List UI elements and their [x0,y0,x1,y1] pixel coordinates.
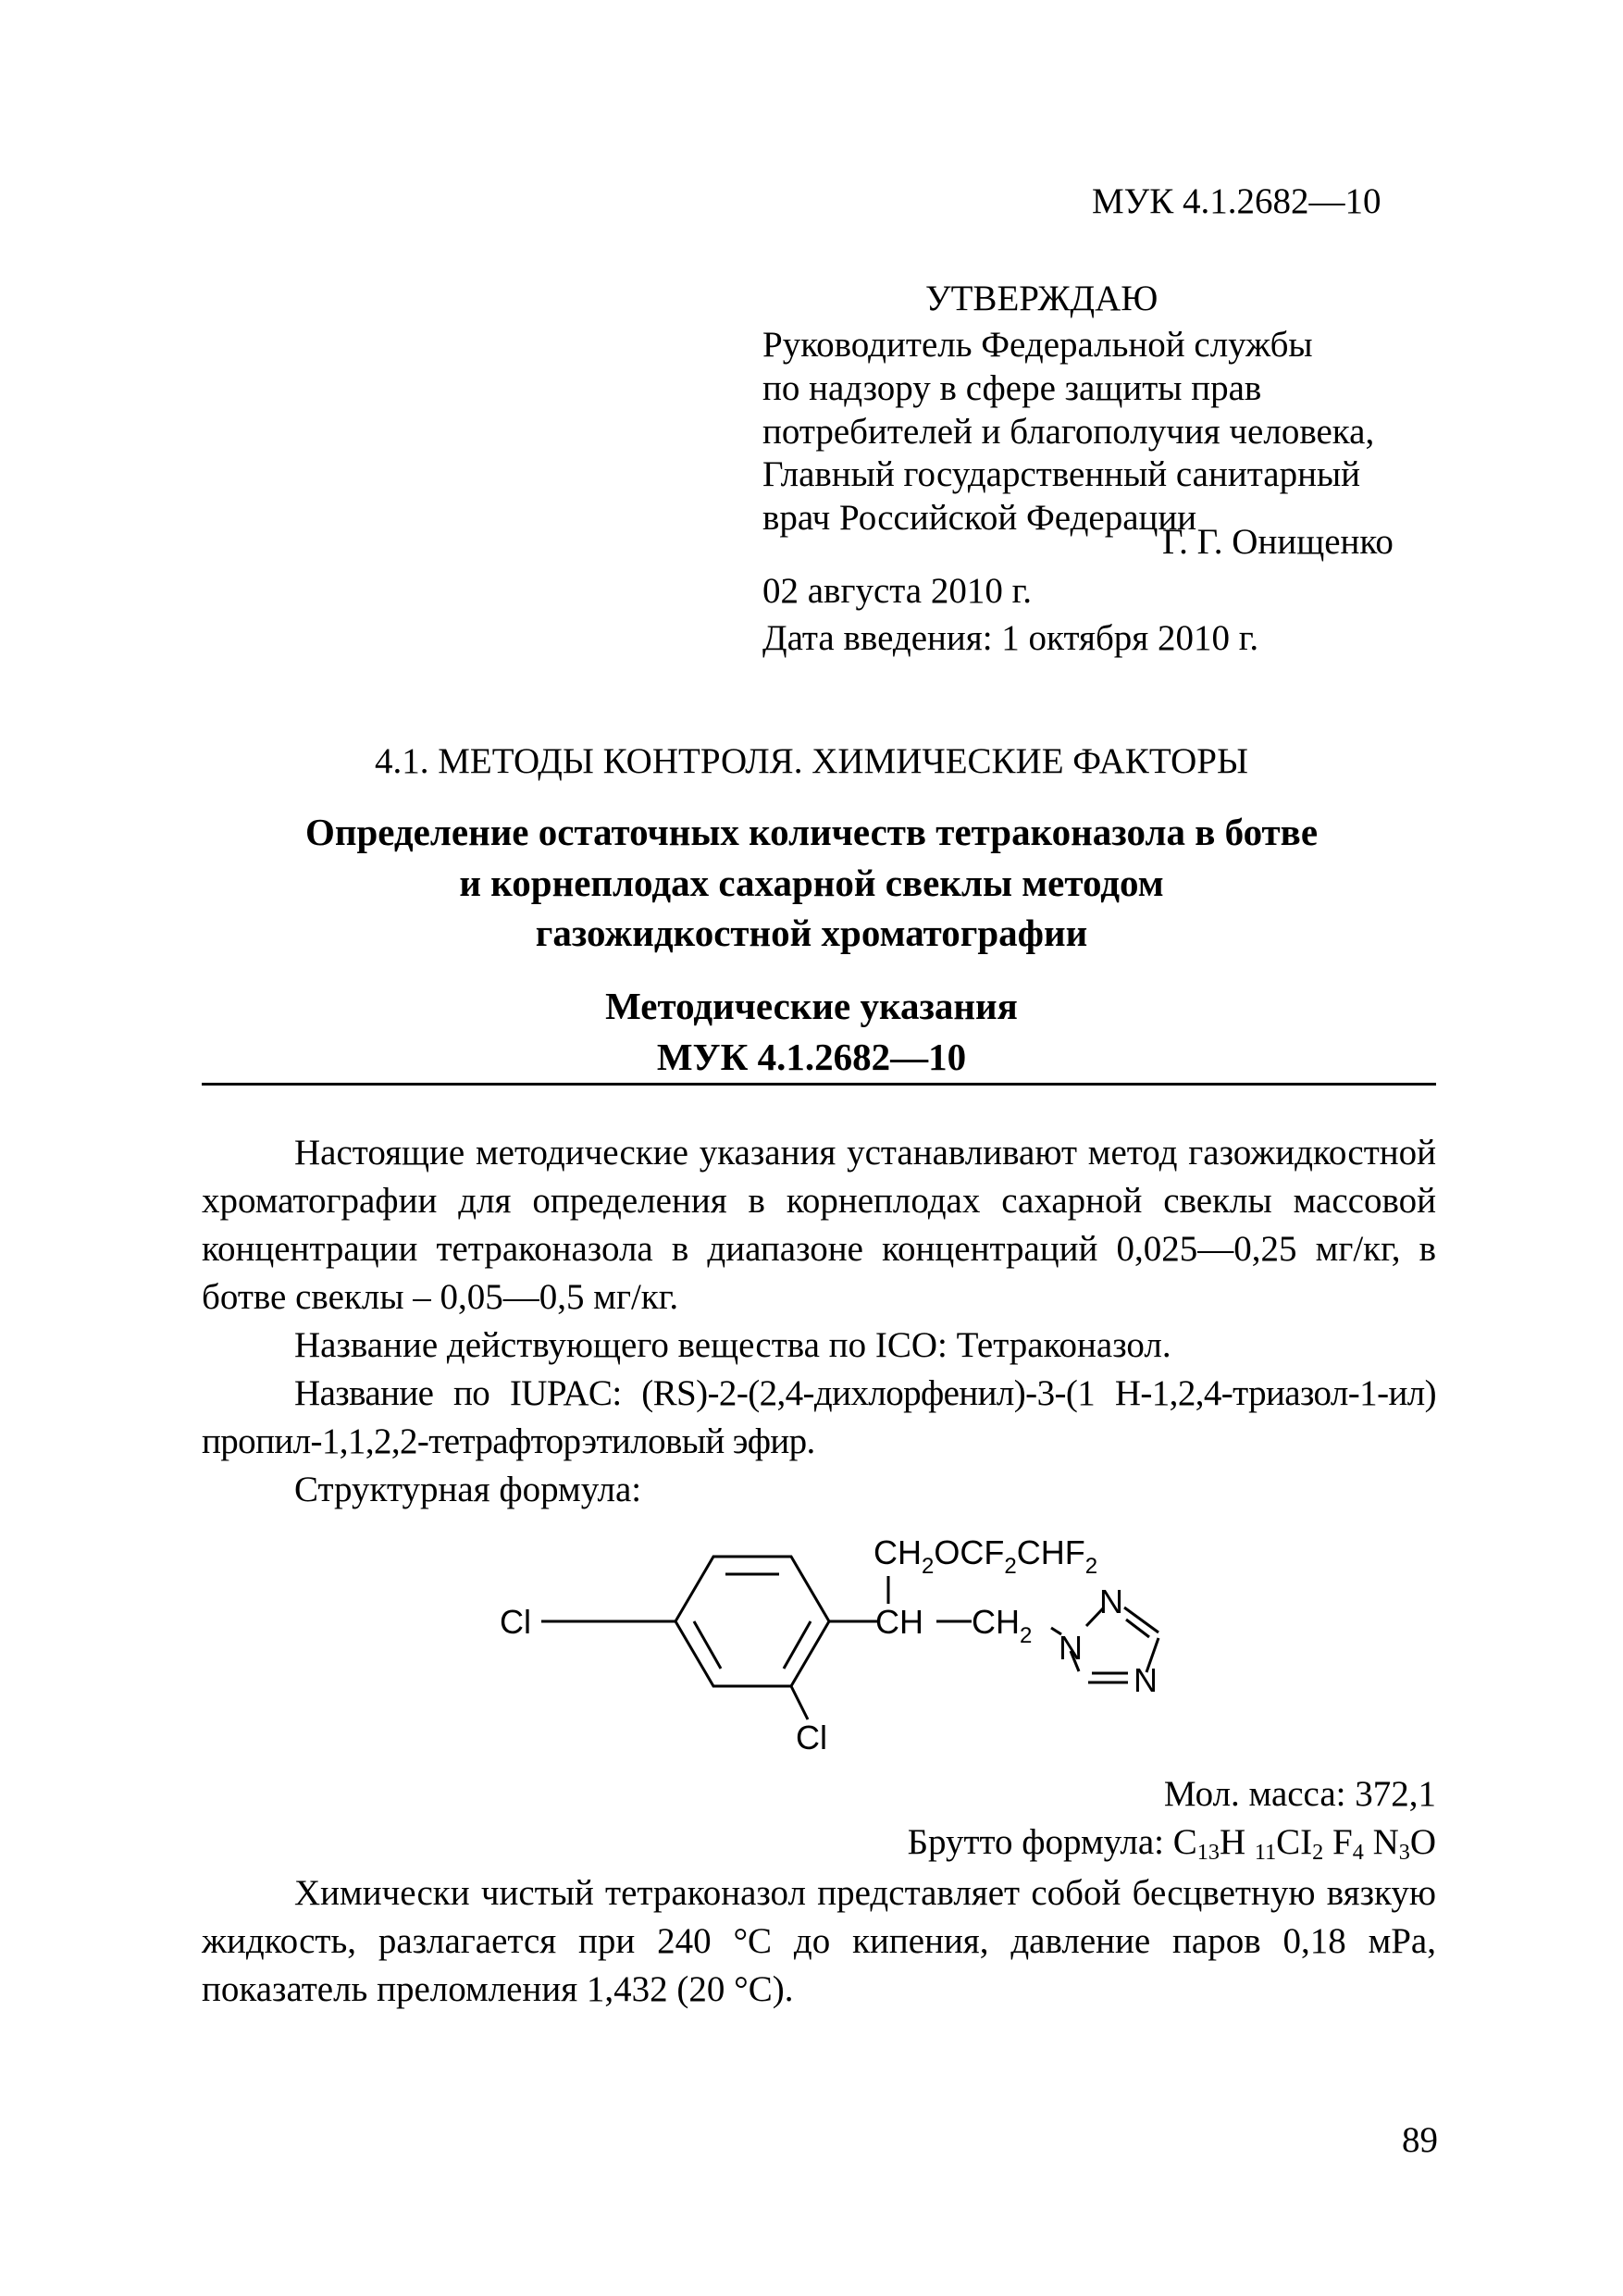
atom-ch: CH [875,1603,923,1641]
approval-block [762,324,1410,540]
approval-line: Главный государственный санитарный [762,454,1361,495]
subtitle-line: МУК 4.1.2682—10 [656,1035,967,1078]
iupac-text: Название по IUPAC: (RS)-2-(2,4-дихлорфенил)-3-(1 H-1,2,4-триазол-1-ил) пропил-1,1,2,2-тетрафторэтиловый эфир. [202,1373,1436,1461]
approval-date: 02 августа 2010 г. [762,571,1032,611]
formula-sub: 13 [1196,1840,1220,1866]
ch2-main: CH [972,1603,1020,1641]
intro-text: Настоящие методические указания устанавливают метод газожидкостной хроматографии для определения в корнеплодах сахарной свеклы массовой концентрации тетраконазола в диапазоне концентраций 0,025—0,25 мг/кг, в ботве свеклы – 0,05—0,5 мг/кг. [202,1133,1436,1317]
iupac-paragraph [202,1370,1436,1466]
effective-date: Дата введения: 1 октября 2010 г. [762,618,1259,658]
formula-part: O [1409,1822,1436,1862]
top-group-sub: 2 [1004,1554,1017,1579]
structural-formula [500,1518,1203,1768]
top-group-sub: 2 [922,1554,935,1579]
document-code: МУК 4.1.2682—10 [1092,181,1381,221]
gross-formula-label: Брутто формула: [907,1822,1173,1862]
iso-name-paragraph [202,1322,1436,1370]
properties-text: Химически чистый тетраконазол представляет собой бесцветную вязкую жидкость, разлагается при 240 °С до кипения, давление паров 0,18 мРа, показатель преломления 1,432 (20 °С). [202,1873,1436,2009]
approval-heading: УТВЕРЖДАЮ [925,279,1158,318]
molecular-mass: Мол. масса: 372,1 [1163,1774,1436,1814]
gross-formula [908,1821,1436,1866]
approval-line: по надзору в сфере защиты прав [762,367,1262,408]
formula-part: N [1363,1822,1399,1862]
atom-ch2 [972,1603,1032,1648]
structure-label: Структурная формула: [294,1470,642,1509]
formula-sub: 11 [1254,1840,1277,1866]
approval-line: потребителей и благополучия человека, [762,411,1375,452]
formula-sub: 3 [1398,1840,1410,1866]
top-group-part: OCF [934,1533,1005,1571]
title-divider [202,1083,1436,1086]
formula-sub: 2 [1312,1840,1324,1866]
approval-line: Руководитель Федеральной службы [762,325,1313,365]
properties-paragraph [202,1869,1436,2014]
section-title: 4.1. МЕТОДЫ КОНТРОЛЯ. ХИМИЧЕСКИЕ ФАКТОРЫ [375,741,1248,781]
document-subtitle [0,981,1623,1082]
top-group [873,1533,1097,1579]
bond-cl-bottom [791,1686,808,1719]
document-title [0,807,1623,959]
benzene-outline [675,1557,829,1686]
iso-name-text: Название действующего вещества по ICO: Тетраконазол. [294,1325,1171,1365]
atom-n4: N [1134,1661,1158,1699]
top-group-sub: 2 [1084,1554,1098,1579]
formula-part: C [1172,1822,1197,1862]
page-number: 89 [1402,2120,1438,2160]
title-line: газожидкостной хроматографии [535,912,1088,955]
formula-part: F [1323,1822,1353,1862]
atom-cl-bottom: Cl [796,1719,827,1756]
top-group-part: CHF [1016,1533,1085,1571]
structure-label-paragraph [202,1466,1436,1514]
triazole-bond [1124,1607,1158,1632]
subtitle-line: Методические указания [605,985,1018,1027]
ch2-subscript: 2 [1020,1623,1033,1648]
title-line: и корнеплодах сахарной свеклы методом [459,861,1164,904]
atom-n2: N [1099,1582,1123,1620]
formula-part: H [1219,1822,1255,1862]
atom-n1: N [1059,1629,1083,1667]
signatory-name: Г. Г. Онищенко [1162,522,1394,562]
approval-line: врач Российской Федерации [762,498,1197,539]
title-line: Определение остаточных количеств тетраконазола в ботве [304,811,1319,853]
atom-cl-left: Cl [500,1603,531,1641]
top-group-part: CH [873,1533,922,1571]
formula-part: CI [1276,1822,1313,1862]
formula-sub: 4 [1352,1840,1364,1866]
intro-paragraph [202,1129,1436,1322]
